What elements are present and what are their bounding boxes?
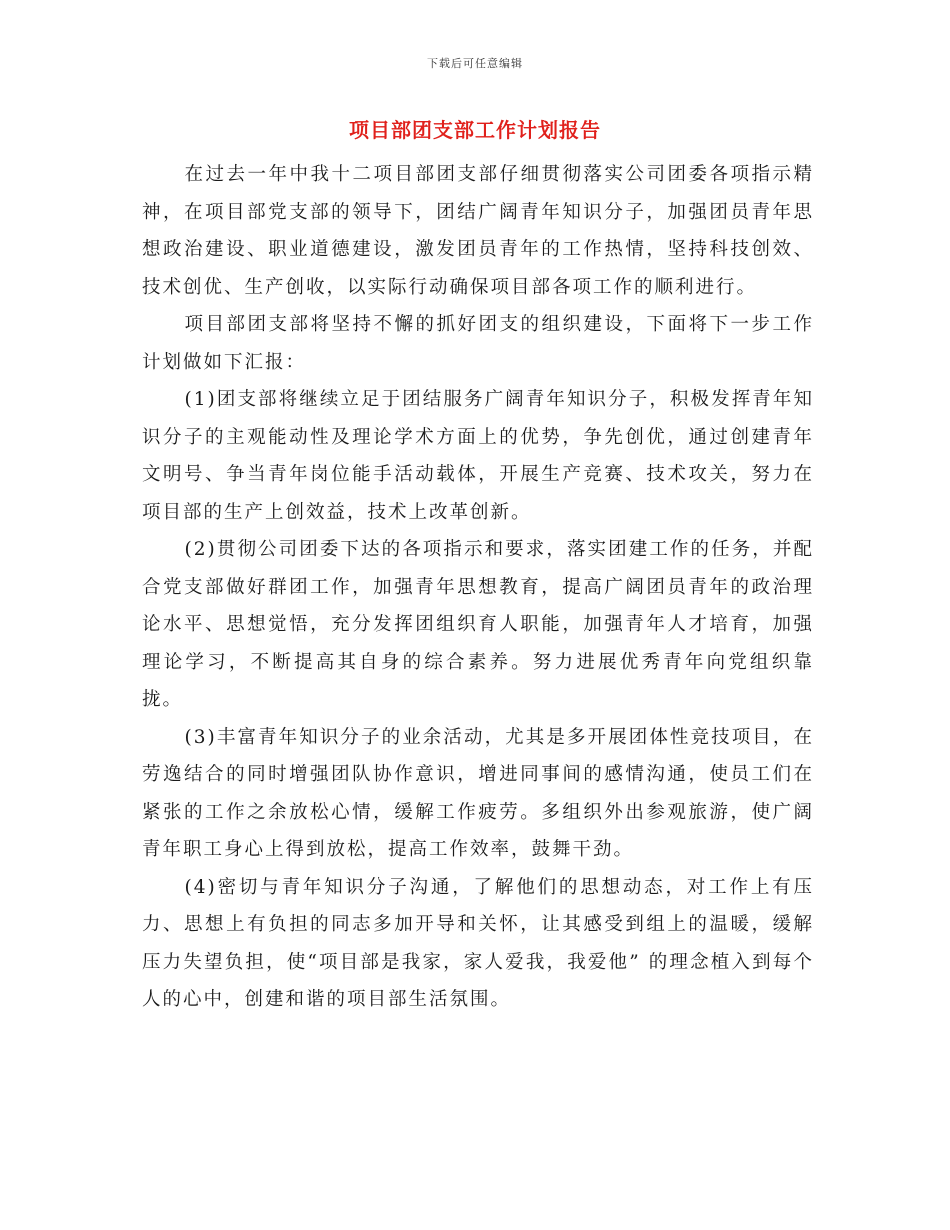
paragraph-plan-lead: 项目部团支部将坚持不懈的抓好团支的组织建设，下面将下一步工作计划做如下汇报： (142, 314, 814, 373)
document-body (142, 156, 814, 1019)
paragraph-item-2: (2)贯彻公司团委下达的各项指示和要求，落实团建工作的任务，并配合党支部做好群团工作，加强青年思想教育，提高广阔团员青年的政治理论水平、思想觉悟，充分发挥团组织育人职能，加强青年人才培育，加强理论学习，不断提高其自身的综合素养。努力进展优秀青年向党组织靠拢。 (142, 539, 814, 710)
paragraph-intro: 在过去一年中我十二项目部团支部仔细贯彻落实公司团委各项指示精神，在项目部党支部的领导下，团结广阔青年知识分子，加强团员青年思想政治建设、职业道德建设，激发团员青年的工作热情，坚持科技创效、技术创优、生产创收，以实际行动确保项目部各项工作的顺利进行。 (142, 164, 814, 298)
document-title: 项目部团支部工作计划报告 (349, 118, 601, 142)
paragraph-item-3: (3)丰富青年知识分子的业余活动，尤其是多开展团体性竞技项目，在劳逸结合的同时增强团队协作意识，增进同事间的感情沟通，使员工们在紧张的工作之余放松心情，缓解工作疲劳。多组织外出参观旅游，使广阔青年职工身心上得到放松，提高工作效率，鼓舞干劲。 (142, 726, 814, 860)
header-note: 下载后可任意编辑 (427, 57, 523, 70)
paragraph-item-4: (4)密切与青年知识分子沟通，了解他们的思想动态，对工作上有压力、思想上有负担的同志多加开导和关怀，让其感受到组上的温暖，缓解压力失望负担，使“项目部是我家，家人爱我，我爱他” 的理念植入到每个人的心中，创建和谐的项目部生活氛围。 (142, 876, 814, 1010)
paragraph-item-1: (1)团支部将继续立足于团结服务广阔青年知识分子，积极发挥青年知识分子的主观能动性及理论学术方面上的优势，争先创优，通过创建青年文明号、争当青年岗位能手活动载体，开展生产竞赛、技术攻关，努力在项目部的生产上创效益，技术上改革创新。 (142, 389, 814, 523)
